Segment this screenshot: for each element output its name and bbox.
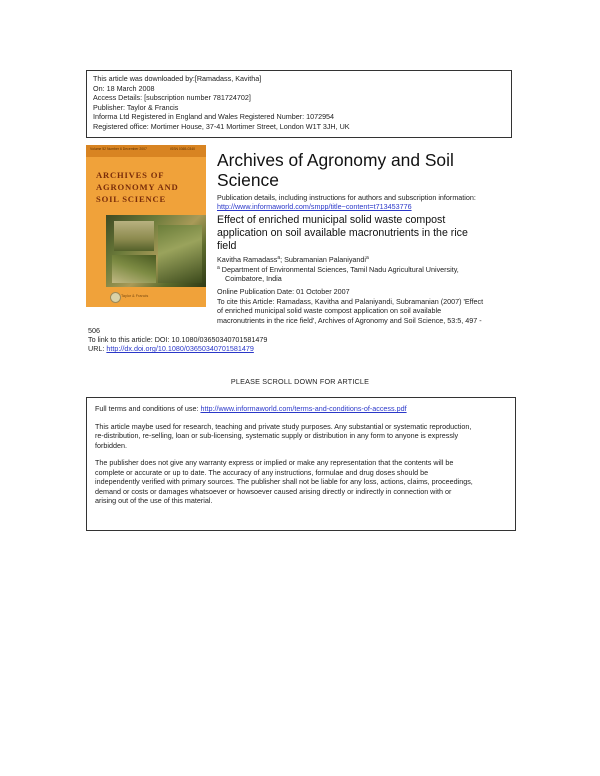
download-info-box xyxy=(86,70,512,138)
article-title xyxy=(217,214,517,252)
url-label: URL: xyxy=(88,344,107,353)
journal-title-line: Science xyxy=(217,170,279,190)
terms-heading xyxy=(95,404,507,414)
access-details: Access Details: [subscription number 781724702] xyxy=(93,93,251,103)
scroll-notice: PLEASE SCROLL DOWN FOR ARTICLE xyxy=(230,377,370,386)
author-name: Kavitha Ramadass xyxy=(217,255,278,264)
office-line: Registered office: Mortimer House, 37-41 Mortimer Street, London W1T 3JH, UK xyxy=(93,121,350,131)
cover-photo-crop xyxy=(158,225,202,283)
citation-line: macronutrients in the rice field', Archives of Agronomy and Soil Science, 53:5, 497 - xyxy=(217,315,482,325)
affiliation-marker: a xyxy=(217,265,220,271)
terms-text-line: This article maybe used for research, teaching and private study purposes. Any substantial or systematic reproduction, xyxy=(95,421,472,431)
cover-title-line: SOIL SCIENCE xyxy=(96,194,167,205)
cover-volume: Volume 52 Number 6 December 2007 xyxy=(90,147,147,151)
cover-issn: ISSN 0365-0340 xyxy=(170,147,196,151)
download-date: On: 18 March 2008 xyxy=(93,83,155,93)
author-affiliation-marker: a xyxy=(277,255,281,261)
doi-line: To link to this article: DOI: 10.1080/03650340701581479 xyxy=(88,335,268,344)
journal-cover-image xyxy=(86,145,206,307)
article-title-line: application on soil available macronutrients in the rice xyxy=(217,226,468,239)
terms-text-line: forbidden. xyxy=(95,440,127,450)
cover-publisher: Taylor & Francis xyxy=(121,294,149,298)
citation-pages-end: 506 xyxy=(88,326,100,335)
doi-url-link[interactable]: http://dx.doi.org/10.1080/03650340701581479 xyxy=(106,344,254,353)
cover-photo-collage xyxy=(106,215,206,287)
cover-photo-soil xyxy=(112,255,156,283)
publisher-line: Publisher: Taylor & Francis xyxy=(93,102,179,112)
publisher-logo-icon xyxy=(110,292,121,303)
citation-block xyxy=(217,297,517,325)
cover-title-line: AGRONOMY AND xyxy=(96,182,179,193)
journal-title-line: Archives of Agronomy and Soil xyxy=(217,150,454,170)
terms-paragraph-usage xyxy=(95,422,507,451)
author-affiliation-marker: a xyxy=(366,255,369,261)
citation-line: of enriched municipal solid waste compost application on soil available xyxy=(217,306,442,316)
citation-line: To cite this Article: Ramadass, Kavitha and Palaniyandi, Subramanian (2007) 'Effect xyxy=(217,297,484,306)
registration-line: Informa Ltd Registered in England and Wales Registered Number: 1072954 xyxy=(93,112,335,122)
affiliation xyxy=(217,265,517,284)
journal-title xyxy=(217,150,517,190)
authors xyxy=(217,255,517,264)
terms-text-line: arising out of the use of this material. xyxy=(95,496,213,505)
publication-details: Publication details, including instructions for authors and subscription information: xyxy=(217,193,476,202)
terms-paragraph-disclaimer xyxy=(95,458,507,506)
publication-details-link[interactable]: http://www.informaworld.com/smpp/title~content=t713453776 xyxy=(217,202,412,211)
article-title-line: field xyxy=(217,239,237,252)
terms-label: Full terms and conditions of use: xyxy=(95,404,201,413)
terms-box xyxy=(86,397,516,531)
cover-photo-field xyxy=(114,221,154,251)
terms-text-line: demand or costs or damages whatsoever or howsoever caused arising directly or indirectly in connection with or xyxy=(95,486,452,496)
terms-text-line: re-distribution, re-selling, loan or sub-licensing, systematic supply or distribution in any form to anyone is expressly xyxy=(95,431,459,440)
terms-text-line: The publisher does not give any warranty express or implied or make any representation that the contents will be xyxy=(95,458,454,467)
url-line xyxy=(88,344,254,353)
affiliation-line: Department of Environmental Sciences, Tamil Nadu Agricultural University, xyxy=(221,265,459,274)
article-title-line: Effect of enriched municipal solid waste compost xyxy=(217,214,446,226)
downloaded-by: This article was downloaded by:[Ramadass, Kavitha] xyxy=(93,74,262,83)
terms-text-line: complete or accurate or up to date. The accuracy of any instructions, formulae and drug doses should be xyxy=(95,467,429,477)
affiliation-line: Coimbatore, India xyxy=(225,274,282,284)
terms-link[interactable]: http://www.informaworld.com/terms-and-conditions-of-access.pdf xyxy=(200,404,407,413)
cover-title-line: ARCHIVES OF xyxy=(96,170,165,180)
online-publication-date: Online Publication Date: 01 October 2007 xyxy=(217,287,350,296)
author-name: ; Subramanian Palaniyandi xyxy=(280,255,367,264)
terms-text-line: independently verified with primary sources. The publisher shall not be liable for any loss, actions, claims, proceedings, xyxy=(95,477,473,486)
cover-title xyxy=(96,169,196,206)
